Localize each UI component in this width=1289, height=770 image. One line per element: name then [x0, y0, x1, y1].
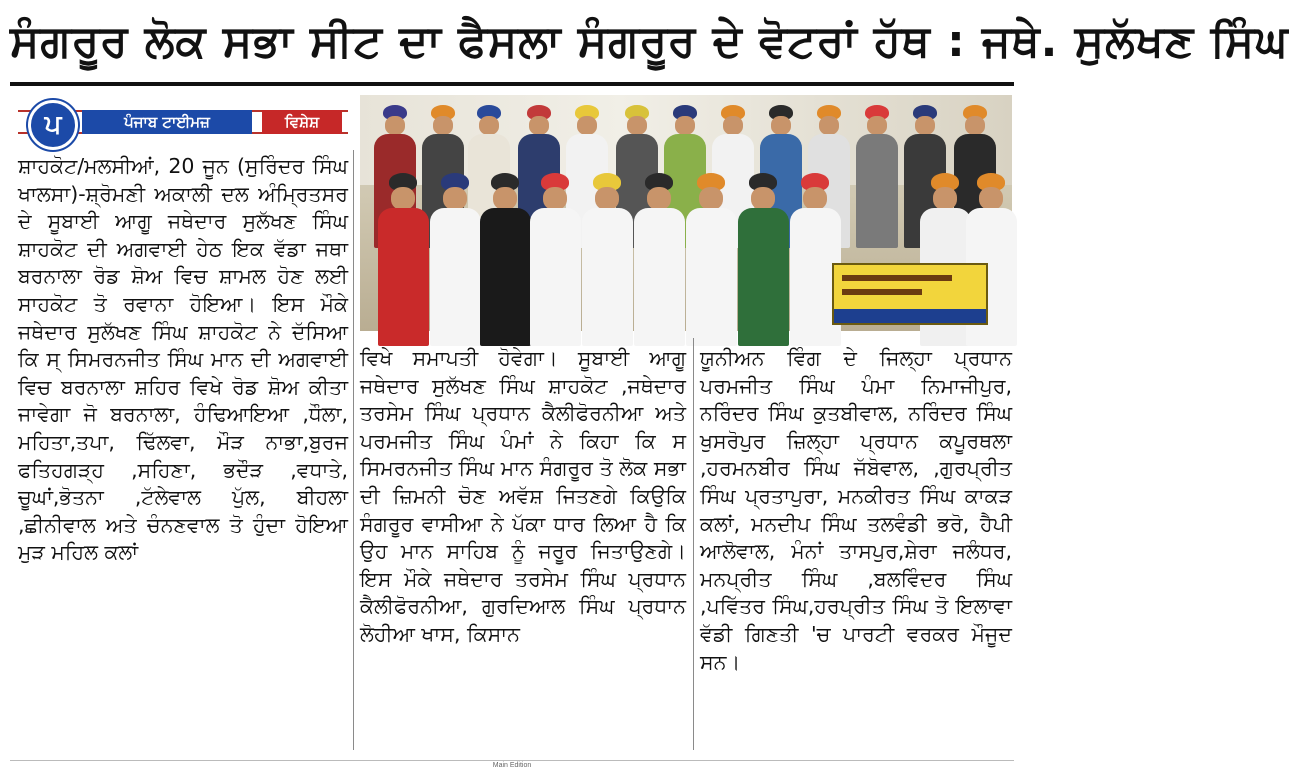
article-column-1 — [18, 153, 348, 567]
body-shape — [686, 208, 737, 346]
article-column-2 — [360, 345, 686, 649]
column-divider — [353, 150, 354, 750]
face-shape — [933, 187, 957, 210]
face-shape — [647, 187, 671, 210]
party-poster-icon — [832, 263, 988, 325]
body-shape — [480, 208, 531, 346]
brand-tag: ਵਿਸ਼ੇਸ਼ — [262, 110, 342, 134]
column-divider — [693, 338, 694, 750]
face-shape — [493, 187, 517, 210]
face-shape — [699, 187, 723, 210]
brand-name: ਪੰਜਾਬ ਟਾਈਮਜ਼ — [82, 110, 252, 134]
body-shape — [738, 208, 789, 346]
face-shape — [543, 187, 567, 210]
face-shape — [385, 116, 405, 135]
body-shape — [582, 208, 633, 346]
face-shape — [803, 187, 827, 210]
face-shape — [595, 187, 619, 210]
edition-label: Main Edition — [492, 762, 532, 769]
body-shape — [634, 208, 685, 346]
article-column-3 — [700, 345, 1012, 676]
headline: ਸੰਗਰੂਰ ਲੋਕ ਸਭਾ ਸੀਟ ਦਾ ਫੈਸਲਾ ਸੰਗਰੂਰ ਦੇ ਵੋਟਰਾਂ ਹੱਥ : ਜਥੇ. ਸੁਲੱਖਣ ਸਿੰਘ — [10, 16, 1289, 67]
group-photo — [360, 95, 1012, 331]
article-text: ਵਿਖੇ ਸਮਾਪਤੀ ਹੋਵੇਗਾ। ਸੂਬਾਈ ਆਗੂ ਜਥੇਦਾਰ ਸੁਲੱਖਣ ਸਿੰਘ ਸ਼ਾਹਕੋਟ ,ਜਥੇਦਾਰ ਤਰਸੇਮ ਸਿੰਘ ਪ੍ਰਧਾਨ ਕੈਲੀਫੋਰਨੀਆ ਅਤੇ ਪਰਮਜੀਤ ਸਿੰਘ ਪੰਮਾਂ ਨੇ ਕਿਹਾ ਕਿ ਸ ਸਿਮਰਨਜੀਤ ਸਿੰਘ ਮਾਨ ਸੰਗਰੂਰ ਤੋ ਲੋਕ ਸਭਾ ਦੀ ਜ਼ਿਮਨੀ ਚੋਣ ਅਵੱਸ਼ ਜਿਤਣਗੇ ਕਿਉਕਿ ਸੰਗਰੂਰ ਵਾਸੀਆ ਨੇ ਪੱਕਾ ਧਾਰ ਲਿਆ ਹੈ ਕਿ ਉਹ ਮਾਨ ਸਾਹਿਬ ਨੂੰ ਜਰੂਰ ਜਿਤਾਉਣਗੇ। ਇਸ ਮੌਕੇ ਜਥੇਦਾਰ ਤਰਸੇਮ ਸਿੰਘ ਪ੍ਰਧਾਨ ਕੈਲੀਫੋਰਨੀਆ, ਗੁਰਦਿਆਲ ਸਿੰਘ ਪ੍ਰਧਾਨ ਲੋਹੀਆ ਖਾਸ, ਕਿਸਾਨ — [360, 346, 686, 646]
face-shape — [391, 187, 415, 210]
face-shape — [723, 116, 743, 135]
face-shape — [979, 187, 1003, 210]
face-shape — [479, 116, 499, 135]
headline-rule — [10, 82, 1014, 86]
face-shape — [965, 116, 985, 135]
face-shape — [627, 116, 647, 135]
face-shape — [529, 116, 549, 135]
face-shape — [443, 187, 467, 210]
face-shape — [751, 187, 775, 210]
face-shape — [433, 116, 453, 135]
face-shape — [867, 116, 887, 135]
face-shape — [675, 116, 695, 135]
face-shape — [819, 116, 839, 135]
face-shape — [771, 116, 791, 135]
brand-logo-icon: ਪ — [28, 100, 78, 150]
article-text: ਸ਼ਾਹਕੋਟ/ਮਲਸੀਆਂ, 20 ਜੂਨ (ਸੁਰਿੰਦਰ ਸਿੰਘ ਖਾਲਸਾ)-ਸ਼੍ਰੋਮਣੀ ਅਕਾਲੀ ਦਲ ਅੰਮ੍ਰਿਤਸਰ ਦੇ ਸੂਬਾਈ ਆਗੂ ਜਥੇਦਾਰ ਸੁਲੱਖਣ ਸਿੰਘ ਸ਼ਾਹਕੋਟ ਦੀ ਅਗਵਾਈ ਹੇਠ ਇਕ ਵੱਡਾ ਜਥਾ ਬਰਨਾਲਾ ਰੋਡ ਸ਼ੋਅ ਵਿਚ ਸ਼ਾਮਲ ਹੋਣ ਲਈ ਸਾਹਕੋਟ ਤੋ ਰਵਾਨਾ ਹੋਇਆ। ਇਸ ਮੌਕੇ ਜਥੇਦਾਰ ਸੁਲੱਖਣ ਸਿੰਘ ਸ਼ਾਹਕੋਟ ਨੇ ਦੱਸਿਆ ਕਿ ਸ੍ ਸਿਮਰਨਜੀਤ ਸਿੰਘ ਮਾਨ ਦੀ ਅਗਵਾਈ ਵਿਚ ਬਰਨਾਲਾ ਸ਼ਹਿਰ ਵਿਖੇ ਰੋਡ ਸ਼ੋਅ ਕੀਤਾ ਜਾਵੇਗਾ ਜੋ ਬਰਨਾਲਾ, ਹੰਢਿਆਇਆ ,ਧੌਲਾ, ਮਹਿਤਾ,ਤਪਾ, ਢਿੱਲਵਾ, ਮੌੜ ਨਾਭਾ,ਬੁਰਜ ਫਤਿਹਗੜ੍ਹ ,ਸਹਿਣਾ, ਭਦੌੜ ,ਵਧਾਤੇ, ਚੂਘਾਂ,ਭੋਤਨਾ ,ਟੱਲੇਵਾਲ ਪੁੱਲ, ਬੀਹਲਾ ,ਛੀਨੀਵਾਲ ਅਤੇ ਚੰਨਣਵਾਲ ਤੋ ਹੁੰਦਾ ਹੋਇਆ ਮੁੜ ਮਹਿਲ ਕਲਾਂ — [18, 154, 348, 565]
poster-text-line — [842, 289, 922, 295]
body-shape — [430, 208, 481, 346]
body-shape — [378, 208, 429, 346]
body-shape — [530, 208, 581, 346]
face-shape — [915, 116, 935, 135]
body-shape — [856, 134, 898, 248]
brand-banner — [18, 98, 348, 144]
face-shape — [577, 116, 597, 135]
poster-footer-band — [834, 309, 986, 323]
poster-text-line — [842, 275, 952, 281]
article-text: ਯੂਨੀਅਨ ਵਿੰਗ ਦੇ ਜਿਲ੍ਹਾ ਪ੍ਰਧਾਨ ਪਰਮਜੀਤ ਸਿੰਘ ਪੰਮਾ ਨਿਮਾਜੀਪੁਰ, ਨਰਿੰਦਰ ਸਿੰਘ ਕੁਤਬੀਵਾਲ, ਨਰਿੰਦਰ ਸਿੰਘ ਖੁਸਰੋਪੁਰ ਜ਼ਿਲ੍ਹਾ ਪ੍ਰਧਾਨ ਕਪੂਰਥਲਾ ,ਹਰਮਨਬੀਰ ਸਿੰਘ ਜੱਬੋਵਾਲ, ,ਗੁਰਪ੍ਰੀਤ ਸਿੰਘ ਪ੍ਰਤਾਪੁਰਾ, ਮਨਕੀਰਤ ਸਿੰਘ ਕਾਕੜ ਕਲਾਂ, ਮਨਦੀਪ ਸਿੰਘ ਤਲਵੰਡੀ ਭਰੋ, ਹੈਪੀ ਆਲੋਵਾਲ, ਮੰਨਾਂ ਤਾਸਪੁਰ,ਸ਼ੇਰਾ ਜਲੰਧਰ, ਮਨਪ੍ਰੀਤ ਸਿੰਘ ,ਬਲਵਿੰਦਰ ਸਿੰਘ ,ਪਵਿੱਤਰ ਸਿੰਘ,ਹਰਪ੍ਰੀਤ ਸਿੰਘ ਤੋ ਇਲਾਵਾ ਵੱਡੀ ਗਿਣਤੀ 'ਚ ਪਾਰਟੀ ਵਰਕਰ ਮੌਜੂਦ ਸਨ। — [700, 346, 1012, 674]
